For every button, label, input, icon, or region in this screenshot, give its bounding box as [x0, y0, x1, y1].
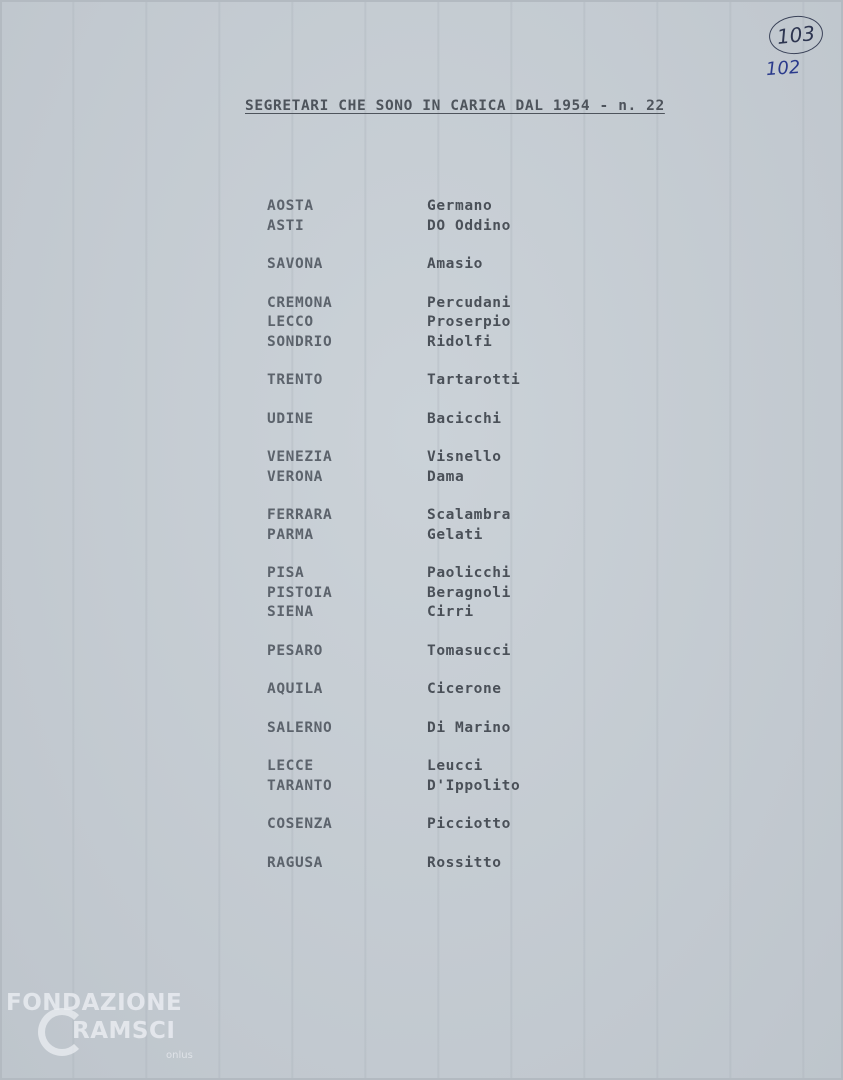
- province-name: VERONA: [267, 468, 323, 485]
- roster-row: [267, 680, 597, 700]
- province-name: LECCO: [267, 314, 314, 330]
- province-name: AOSTA: [267, 198, 314, 214]
- secretary-name: Visnello: [427, 449, 502, 465]
- secretary-name: Cicerone: [427, 681, 502, 697]
- secretary-name: Tomasucci: [427, 642, 511, 659]
- roster-group: [267, 255, 597, 275]
- roster-row: [267, 371, 597, 391]
- province-name: PISA: [267, 565, 305, 581]
- fondazione-gramsci-watermark: [6, 990, 216, 1080]
- province-name: SONDRIO: [267, 333, 333, 350]
- province-name: LECCE: [267, 758, 314, 774]
- secretary-name: Gelati: [427, 526, 483, 543]
- roster-row: [267, 564, 597, 584]
- roster-row: [267, 526, 597, 546]
- roster-group: [267, 197, 597, 236]
- roster-group: [267, 564, 597, 623]
- roster-row: [267, 448, 597, 468]
- document-title: SEGRETARI CHE SONO IN CARICA DAL 1954 - n. 22: [245, 98, 665, 114]
- roster-row: [267, 255, 597, 275]
- province-name: VENEZIA: [267, 449, 333, 465]
- secretary-name: Beragnoli: [427, 584, 511, 601]
- province-name: UDINE: [267, 410, 314, 427]
- province-name: TRENTO: [267, 372, 323, 388]
- roster-group: [267, 410, 597, 430]
- roster-row: [267, 410, 597, 430]
- secretary-name: D'Ippolito: [427, 777, 521, 794]
- roster-group: [267, 854, 597, 874]
- province-name: PISTOIA: [267, 584, 333, 601]
- roster-row: [267, 603, 597, 623]
- watermark-line2: RAMSCI: [72, 1018, 176, 1044]
- secretary-name: Bacicchi: [427, 410, 502, 427]
- secretary-name: Rossitto: [427, 854, 502, 871]
- secretary-name: Scalambra: [427, 507, 511, 523]
- roster-row: [267, 313, 597, 333]
- roster-row: [267, 197, 597, 217]
- roster-row: [267, 757, 597, 777]
- roster-row: [267, 854, 597, 874]
- province-name: ASTI: [267, 217, 305, 234]
- secretary-name: DO Oddino: [427, 217, 511, 234]
- roster-row: [267, 217, 597, 237]
- secretary-name: Paolicchi: [427, 565, 511, 581]
- secretary-name: Ridolfi: [427, 333, 493, 350]
- roster-row: [267, 719, 597, 739]
- watermark-line1: FONDAZIONE: [6, 990, 183, 1016]
- province-name: COSENZA: [267, 816, 333, 832]
- province-name: AQUILA: [267, 681, 323, 697]
- secretary-name: Picciotto: [427, 816, 511, 832]
- province-name: SALERNO: [267, 719, 333, 736]
- secretary-name: Percudani: [427, 294, 511, 311]
- roster-row: [267, 294, 597, 314]
- secretary-name: Cirri: [427, 604, 474, 620]
- watermark-onlus: onlus: [166, 1050, 193, 1061]
- roster-group: [267, 815, 597, 835]
- secretary-name: Proserpio: [427, 314, 511, 330]
- roster-row: [267, 584, 597, 604]
- roster-group: [267, 680, 597, 700]
- province-name: SAVONA: [267, 256, 323, 272]
- province-name: SIENA: [267, 604, 314, 620]
- province-name: CREMONA: [267, 294, 333, 311]
- roster-group: [267, 448, 597, 487]
- roster-group: [267, 371, 597, 391]
- secretary-name: Germano: [427, 198, 493, 214]
- roster-group: [267, 294, 597, 353]
- province-name: PARMA: [267, 526, 314, 543]
- roster-group: [267, 642, 597, 662]
- roster-group: [267, 506, 597, 545]
- roster-row: [267, 642, 597, 662]
- roster-group: [267, 719, 597, 739]
- roster-row: [267, 333, 597, 353]
- roster-row: [267, 815, 597, 835]
- province-name: PESARO: [267, 642, 323, 659]
- secretary-name: Tartarotti: [427, 372, 521, 388]
- secretary-name: Amasio: [427, 256, 483, 272]
- roster-row: [267, 777, 597, 797]
- circled-page-number: [767, 13, 825, 56]
- province-name: RAGUSA: [267, 854, 323, 871]
- previous-page-number: 102: [765, 56, 802, 81]
- secretary-name: Dama: [427, 468, 465, 485]
- secretary-name: Di Marino: [427, 719, 511, 736]
- province-name: TARANTO: [267, 777, 333, 794]
- secretary-name: Leucci: [427, 758, 483, 774]
- secretaries-list: [267, 197, 597, 892]
- roster-row: [267, 506, 597, 526]
- page-number-text: 103: [775, 21, 817, 49]
- province-name: FERRARA: [267, 507, 333, 523]
- roster-group: [267, 757, 597, 796]
- roster-row: [267, 468, 597, 488]
